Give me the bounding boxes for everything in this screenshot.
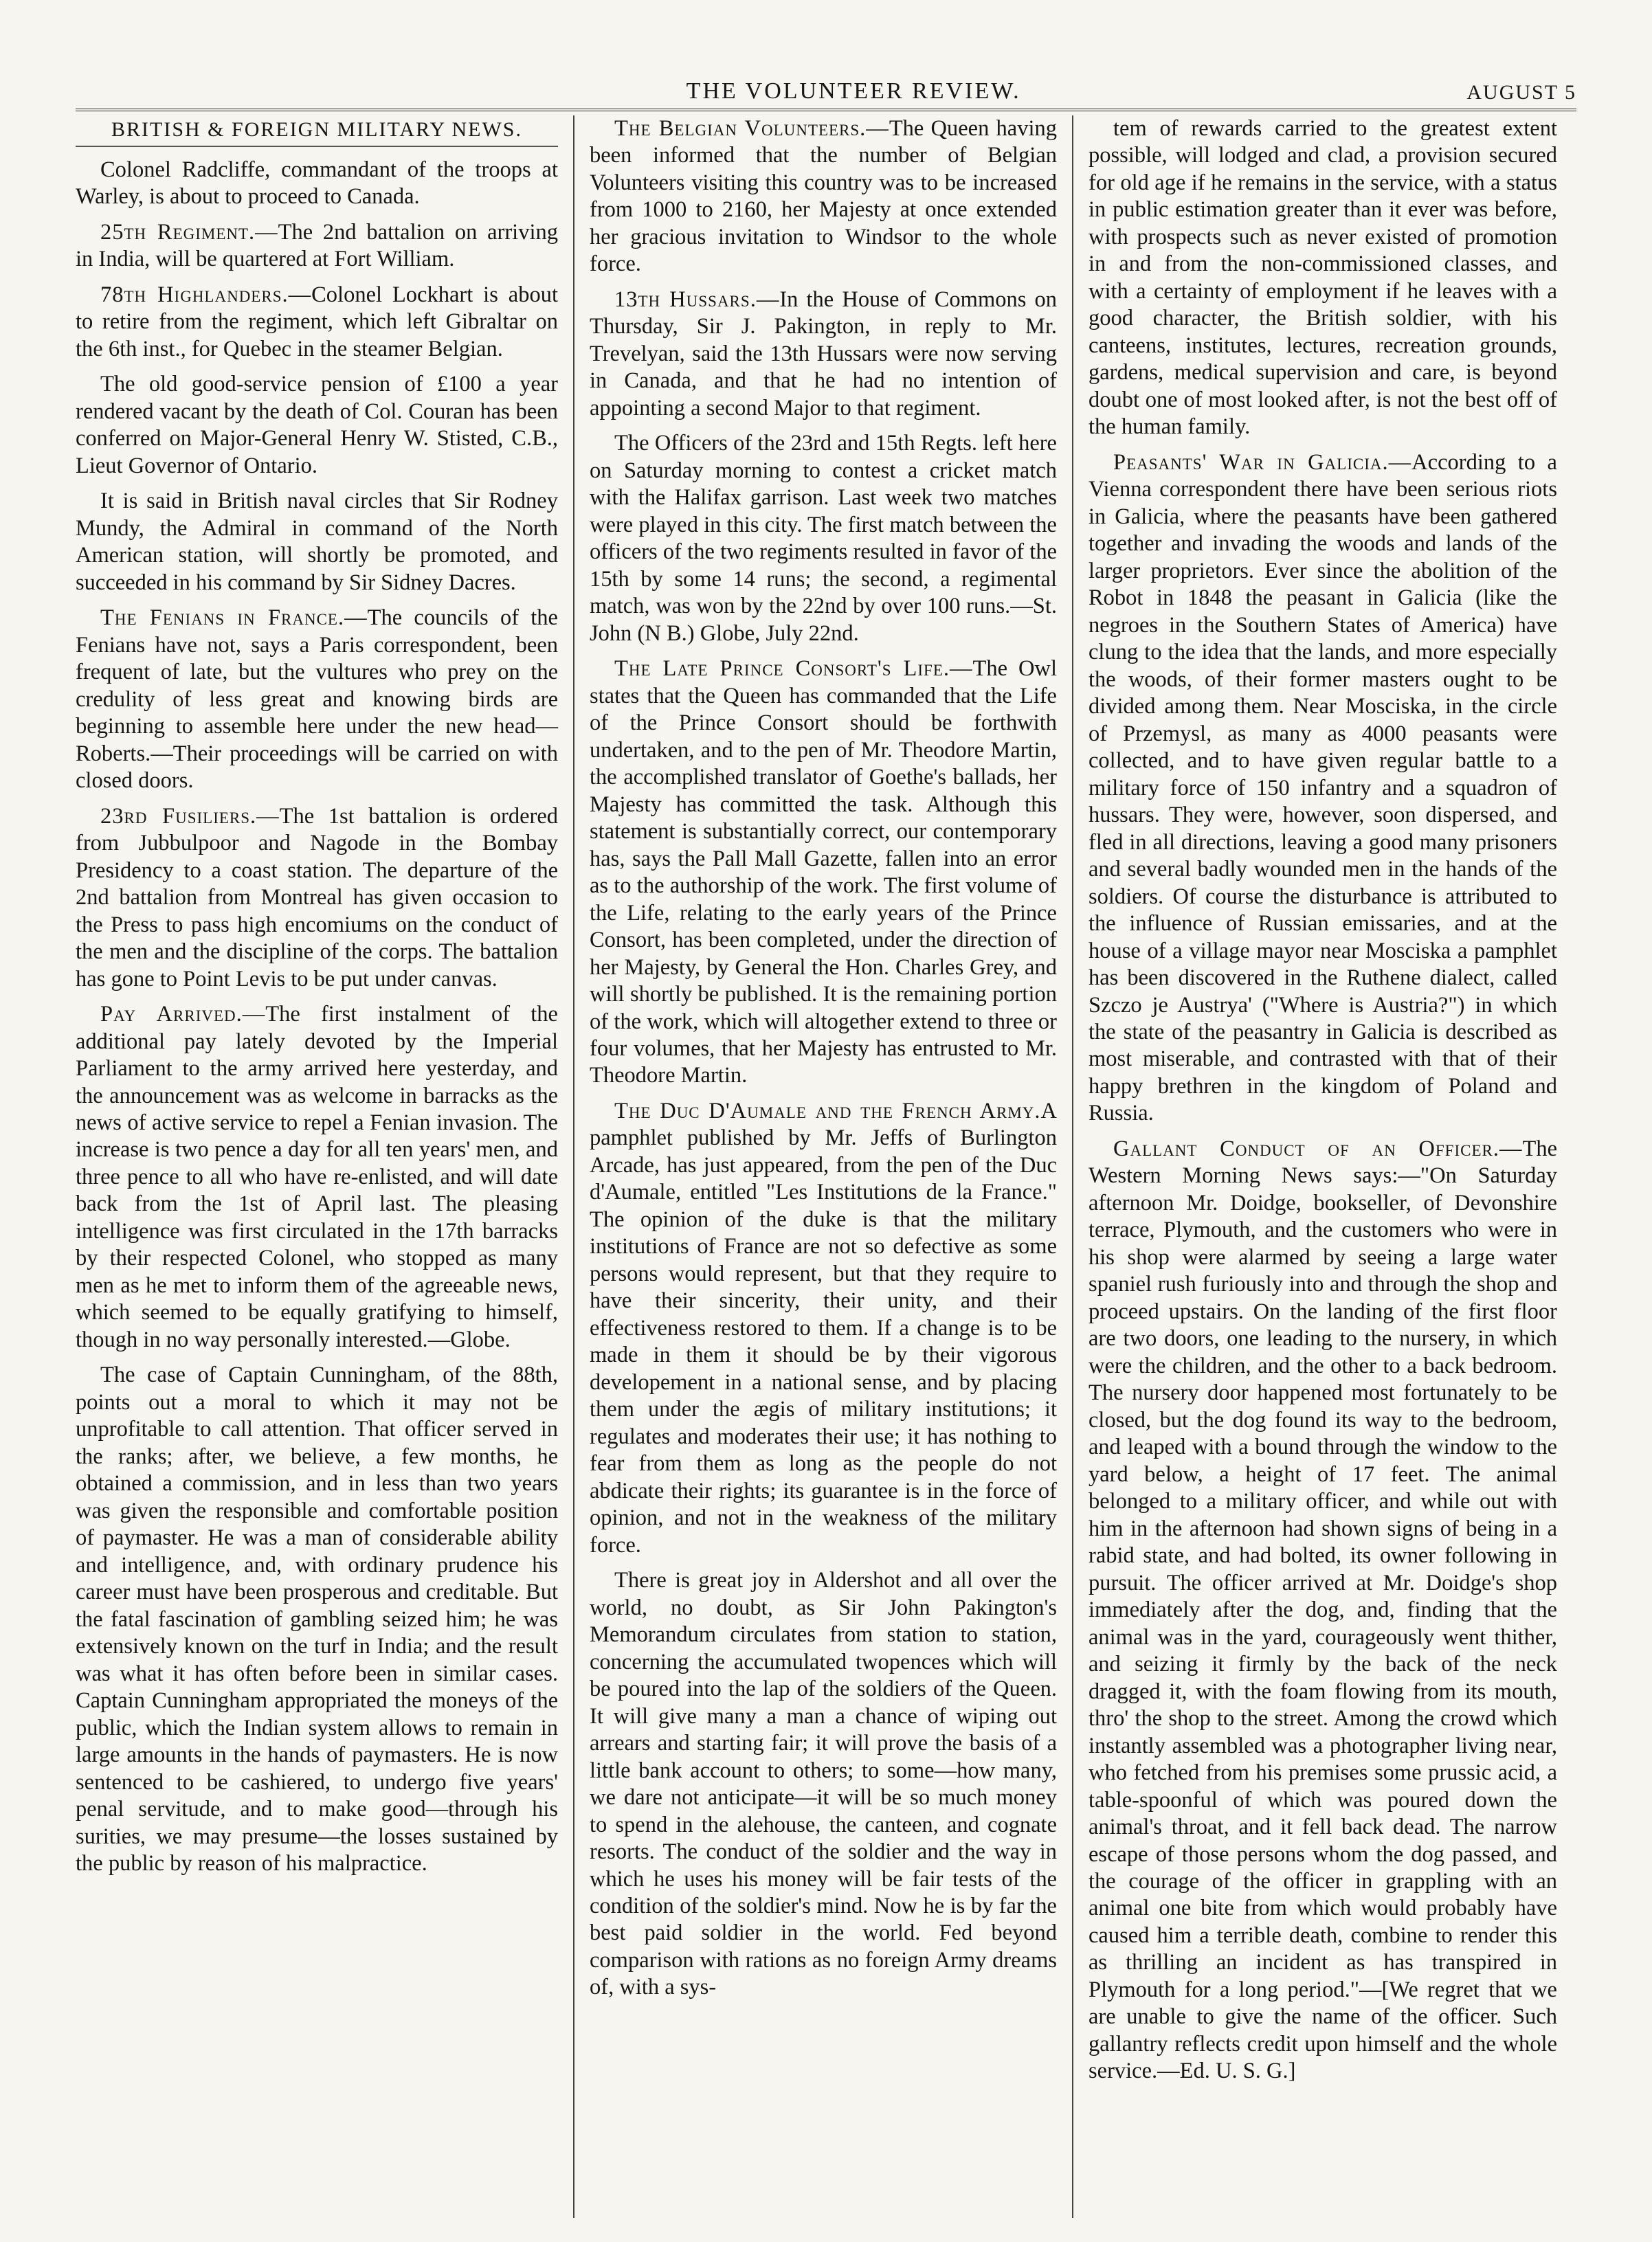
article [76, 157, 558, 211]
article-body: Colonel Lockhart is about to retire from the regiment, which left Gibraltar on the 6th inst., for Quebec in the steamer Belgian. [76, 282, 558, 361]
article-body: There is great joy in Aldershot and all over the world, no doubt, as Sir John Pakington's Memorandum circulates from station to station, concerning the accumulated twopences which will be poured into the lap of the soldiers of the Queen. It will give many a man a chance of wiping out arrears and starting fair; it will prove the basis of a little bank account to others; to some—how many, we dare not anticipate—it will be so much money to spend in the alehouse, the canteen, and cognate resorts. The conduct of the soldier and the way in which he uses his money will be fair tests of the condition of the soldier's mind. Now he is by far the best paid soldier in the world. Fed beyond comparison with rations as no foreign Army dreams of, with a sys- [590, 1568, 1057, 2000]
column-3 [1073, 115, 1572, 2218]
article [590, 287, 1057, 422]
article-body: The Western Morning News says:—"On Saturday afternoon Mr. Doidge, bookseller, of Devonshire terrace, Plymouth, and the customers who were in his shop were alarmed by seeing a large water spaniel rush furiously into and through the shop and proceed upstairs. On the landing of the first floor are two doors, one leading to the nursery, in which were the children, and the other to a back bedroom. The nursery door happened most fortunately to be closed, but the dog found its way to the bedroom, and leaped with a bound through the window to the yard below, a height of 17 feet. The animal belonged to a military officer, and while out with him in the afternoon had shown signs of being in a rabid state, and had bolted, its owner following in pursuit. The officer arrived at Mr. Doidge's shop immediately after the dog, and, finding that the animal was in the yard, courageously went thither, and seizing it firmly by the back of the neck dragged it, with the foam flowing from its mouth, thro' the shop to the street. Among the crowd which instantly assembled was a photographer living near, who fetched from his premises some prussic acid, a table-spoonful of which was poured down the animal's throat, and it fell back dead. The narrow escape of those persons whom the dog passed, and the courage of the officer in grappling with an animal one bite from which would probably have caused him a terrible death, combine to render this as thrilling an incident as has transpired in Plymouth for a long period."—[We regret that we are unable to give the name of the officer. Such gallantry reflects credit upon himself and the whole service.—Ed. U. S. G.] [1089, 1136, 1557, 2084]
article-body: The old good-service pension of £100 a year rendered vacant by the death of Col. Couran has been conferred on Major-General Henry W. Stisted, C.B., Lieut Governor of Ontario. [76, 372, 558, 478]
article [590, 115, 1057, 278]
article-body: The Officers of the 23rd and 15th Regts. left here on Saturday morning to contest a cricket match with the Halifax garrison. Last week two matches were played in this city. The first match between the officers of the two regiments resulted in favor of the 15th by some 14 runs; the second, a regimental match, was won by the 22nd by over 100 runs.—St. John (N B.) Globe, July 22nd. [590, 431, 1057, 646]
article [76, 282, 558, 363]
article-heading: The Belgian Volunteers.— [614, 116, 889, 141]
article-body: It is said in British naval circles that Sir Rodney Mundy, the Admiral in command of the North American station, will shortly be promoted, and succeeded in his command by Sir Sidney Dacres. [76, 489, 558, 595]
article [590, 655, 1057, 1090]
page-header [76, 66, 1576, 111]
column-2 [574, 115, 1073, 2218]
article [76, 1362, 558, 1877]
article [76, 488, 558, 596]
article-heading: 78th Highlanders.— [100, 282, 312, 307]
article-heading: Peasants' War in Galicia.— [1113, 449, 1412, 475]
article [1089, 115, 1557, 441]
article [76, 1001, 558, 1354]
article [590, 1098, 1057, 1559]
article-body: Colonel Radcliffe, commandant of the troops at Warley, is about to proceed to Canada. [76, 157, 558, 210]
article [590, 430, 1057, 647]
article [590, 1567, 1057, 2002]
article-body: The case of Captain Cunningham, of the 88th, points out a moral to which it may not be unprofitable to call attention. That officer served in the ranks; after, we believe, a few months, he obtained a commission, and in less than two years was given the responsible and comfortable position of paymaster. He was a man of considerable ability and intelligence, and, with ordinary prudence his career must have been prosperous and creditable. But the fatal fascination of gambling seized him; he was extensively known on the turf in India; and the result was what it has often before been in similar cases. Captain Cunningham appropriated the moneys of the public, which the Indian system allows to remain in large amounts in the hands of paymasters. He is now sentenced to be cashiered, to undergo five years' penal servitude, and to make good—through his surities, we may presume—the losses sustained by the public by reason of his malpractice. [76, 1363, 558, 1876]
article [76, 803, 558, 993]
article-body: The 2nd battalion on arriving in India, will be quartered at Fort William. [76, 219, 558, 272]
article [76, 371, 558, 480]
article-body: According to a Vienna correspondent there have been serious riots in Galicia, where the peasants have been gathered together and invading the woods and lands of the larger proprietors. Ever since the abolition of the Robot in 1848 the peasant in Galicia (like the negroes in the Southern States of America) have clung to the idea that the lands, and more especially the woods, of their former masters ought to be divided among them. Near Mosciska, in the circle of Przemysl, as many as 4000 peasants were collected, and to have given regular battle to a military force of 150 infantry and a squadron of hussars. They were, however, soon dispersed, and fled in all directions, leaving a good many prisoners and several badly wounded men in the hands of the soldiers. Of course the disturbance is attributed to the influence of Russian emissaries, and at the house of a village mayor near Mosciska a pamphlet has been discovered in the Ruthene dialect, called Szczo je Austrya' ("Where is Austria?") in which the state of the peasantry in Galicia is described as most miserable, and contrasted with that of their happy brethren in the kingdom of Poland and Russia. [1089, 449, 1557, 1126]
article [76, 219, 558, 273]
article-body: The first instalment of the additional pay lately devoted by the Imperial Parliament to the army arrived here yesterday, and the announcement was as welcome in barracks as the news of active service to repel a Fenian invasion. The increase is two pence a day for all ten years' men, and three pence to all who have re-enlisted, and will date back from the 1st of April last. The pleasing intelligence was first circulated in the 17th barracks by their respected Colonel, who stopped as many men as he met to inform them of the agreeable news, which seemed to be equally gratifying to himself, though in no way personally interested.—Globe. [76, 1002, 558, 1352]
masthead-title: THE VOLUNTEER REVIEW. [686, 78, 1021, 104]
article-body: The councils of the Fenians have not, says a Paris correspondent, been frequent of late, but the vultures who prey on the credulity of less great and knowing birds are beginning to assemble here under the new head—Roberts.—Their proceedings will be carried on with closed doors. [76, 605, 558, 794]
article-heading: The Duc D'Aumale and the French Army. [614, 1098, 1041, 1123]
article-body: The Queen having been informed that the number of Belgian Volunteers visiting this country was to be increased from 1000 to 2160, her Majesty at once extended her gracious invitation to Windsor to the whole force. [590, 116, 1057, 277]
article-body: In the House of Commons on Thursday, Sir J. Pakington, in reply to Mr. Trevelyan, said the 13th Hussars were now serving in Canada, and that he had no intention of appointing a second Major to that regiment. [590, 287, 1057, 421]
section-title: BRITISH & FOREIGN MILITARY NEWS. [76, 118, 558, 147]
article-heading: 13th Hussars.— [614, 287, 780, 312]
page-date: AUGUST 5 [1466, 81, 1576, 104]
article-body: The 1st battalion is ordered from Jubbulpoor and Nagode in the Bombay Presidency to a coast station. The departure of the 2nd battalion from Montreal has given occasion to the Press to pass high encomiums on the conduct of the men and the discipline of the corps. The battalion has gone to Point Levis to be put under canvas. [76, 803, 558, 991]
article-body: The Owl states that the Queen has commanded that the Life of the Prince Consort should be forthwith undertaken, and to the pen of Mr. Theodore Martin, the accomplished translator of Goethe's ballads, her Majesty has committed the task. Although this statement is substantially correct, our contemporary has, says the Pall Mall Gazette, fallen into an error as to the authorship of the work. The first volume of the Life, relating to the early years of the Prince Consort, has been completed, under the direction of her Majesty, by General the Hon. Charles Grey, and will shortly be published. It is the remaining portion of the work, which will altogether extend to three or four volumes, that her Majesty has entrusted to Mr. Theodore Martin. [590, 656, 1058, 1088]
article [1089, 1136, 1557, 2085]
article-heading: Gallant Conduct of an Officer.— [1113, 1136, 1523, 1161]
article [1089, 449, 1557, 1128]
article-heading: The Late Prince Consort's Life.— [614, 656, 973, 682]
article-columns [76, 115, 1574, 2218]
article-body: tem of rewards carried to the greatest extent possible, will lodged and clad, a provision secured for old age if he remains in the service, with a status in public estimation greater than it ever was before, with prospects such as never existed of promotion in and from the non-commissioned classes, and with a certainty of employment if he leaves with a good character, the British soldier, with his canteens, institutes, lectures, recreation grounds, gardens, medical supervision and care, is beyond doubt one of most looked after, is not the best off of the human family. [1089, 116, 1557, 440]
column-1 [76, 115, 574, 2218]
article-body: A pamphlet published by Mr. Jeffs of Burlington Arcade, has just appeared, from the pen of the Duc d'Aumale, entitled "Les Institutions de la France." The opinion of the duke is that the military institutions of France are not so defective as some persons would represent, but that they require to have their sincerity, their unity, and their effectiveness restored to them. If a change is to be made in them it should be by their vigorous developement in a national sense, and by placing them under the ægis of military institutions; it regulates and moderates their use; it has nothing to fear from them as long as the people do not abdicate their rights; its guarantee is in the force of opinion, and not in the weakness of the military force. [590, 1098, 1057, 1558]
article-heading: 23rd Fusiliers.— [100, 803, 280, 829]
article-heading: Pay Arrived.— [100, 1002, 266, 1027]
article-heading: 25th Regiment.— [100, 219, 278, 245]
article-heading: The Fenians in France.— [100, 605, 368, 631]
article [76, 605, 558, 794]
